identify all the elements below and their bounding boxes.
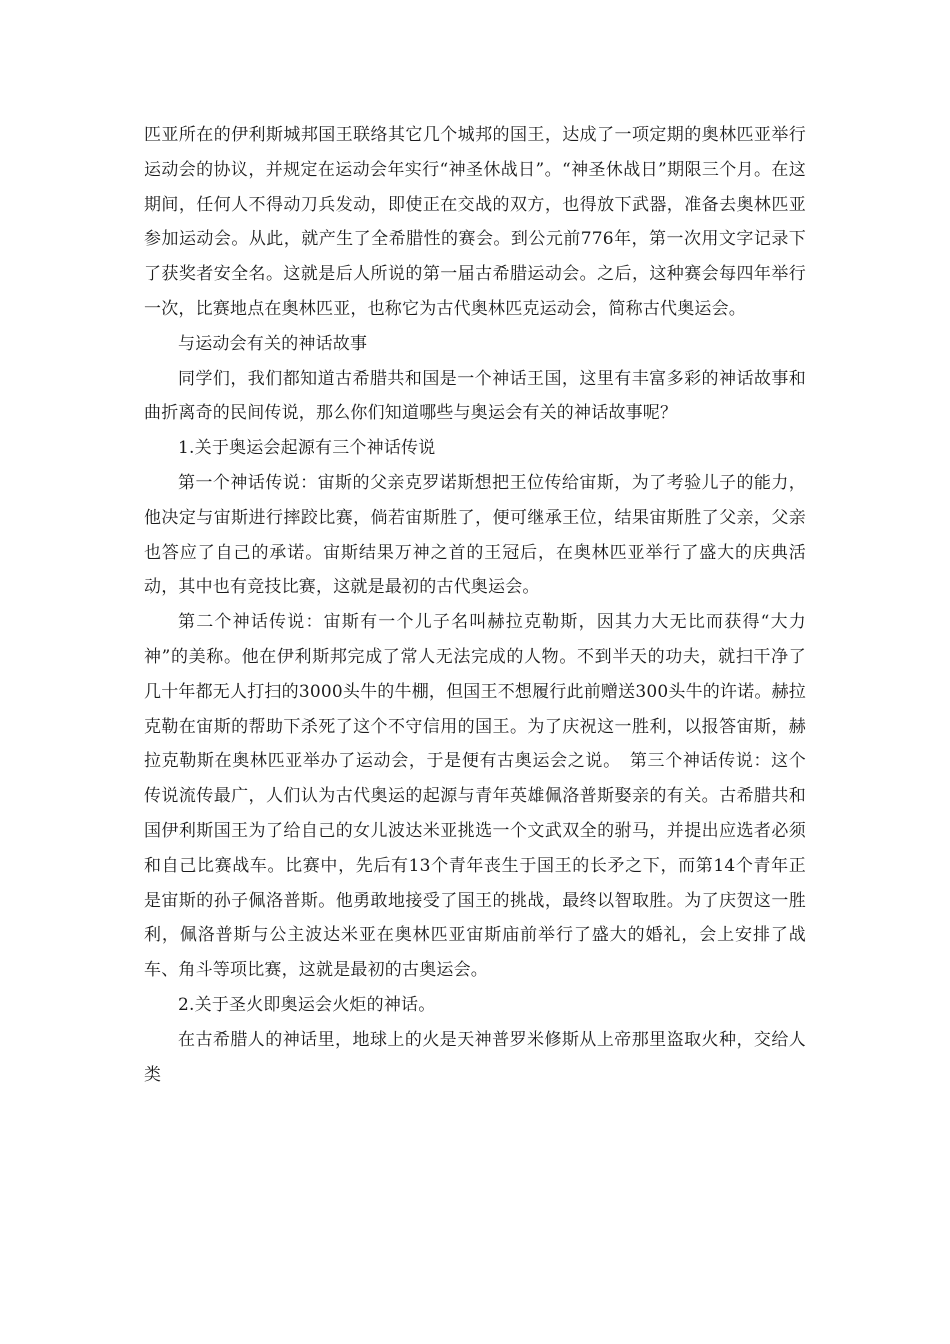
document-body xyxy=(144,118,806,1092)
paragraph-8: 在古希腊人的神话里，地球上的火是天神普罗米修斯从上帝那里盗取火种，交给人类 xyxy=(144,1029,806,1085)
paragraph-3: 同学们，我们都知道古希腊共和国是一个神话王国，这里有丰富多彩的神话故事和曲折离奇的民间传说，那么你们知道哪些与奥运会有关的神话故事呢？ xyxy=(144,368,806,424)
paragraph-1: 匹亚所在的伊利斯城邦国王联络其它几个城邦的国王，达成了一项定期的奥林匹亚举行运动会的协议，并规定在运动会年实行“神圣休战日”。“神圣休战日”期限三个月。在这期间，任何人不得动刀兵发动，即使正在交战的双方，也得放下武器，准备去奥林匹亚参加运动会。从此，就产生了全希腊性的赛会。到公元前776年，第一次用文字记录下了获奖者安全名。这就是后人所说的第一届古希腊运动会。之后，这种赛会每四年举行一次，比赛地点在奥林匹亚，也称它为古代奥林匹克运动会，简称古代奥运会。 xyxy=(144,125,806,319)
paragraph-6: 第二个神话传说：宙斯有一个儿子名叫赫拉克勒斯，因其力大无比而获得“大力神”的美称。他在伊利斯邦完成了常人无法完成的人物。不到半天的功夫，就扫干净了几十年都无人打扫的3000头牛的牛棚，但国王不想履行此前赠送300头牛的许诺。赫拉克勒在宙斯的帮助下杀死了这个不守信用的国王。为了庆祝这一胜利，以报答宙斯，赫拉克勒斯在奥林匹亚举办了运动会，于是便有古奥运会之说。 第三个神话传说：这个传说流传最广，人们认为古代奥运的起源与青年英雄佩洛普斯娶亲的有关。古希腊共和国伊利斯国王为了给自己的女儿波达米亚挑选一个文武双全的驸马，并提出应选者必须和自己比赛战车。比赛中，先后有13个青年丧生于国王的长矛之下，而第14个青年正是宙斯的孙子佩洛普斯。他勇敢地接受了国王的挑战，最终以智取胜。为了庆贺这一胜利，佩洛普斯与公主波达米亚在奥林匹亚宙斯庙前举行了盛大的婚礼，会上安排了战车、角斗等项比赛，这就是最初的古奥运会。 xyxy=(144,612,806,981)
paragraph-4-section-heading: 1.关于奥运会起源有三个神话传说 xyxy=(178,438,436,459)
paragraph-5: 第一个神话传说：宙斯的父亲克罗诺斯想把王位传给宙斯，为了考验儿子的能力，他决定与宙斯进行摔跤比赛，倘若宙斯胜了，便可继承王位，结果宙斯胜了父亲，父亲也答应了自己的承诺。宙斯结果万神之首的王冠后，在奥林匹亚举行了盛大的庆典活动，其中也有竞技比赛，这就是最初的古代奥运会。 xyxy=(144,472,806,598)
paragraph-2-heading: 与运动会有关的神话故事 xyxy=(178,333,368,354)
paragraph-7-section-heading: 2.关于圣火即奥运会火炬的神话。 xyxy=(178,994,436,1015)
